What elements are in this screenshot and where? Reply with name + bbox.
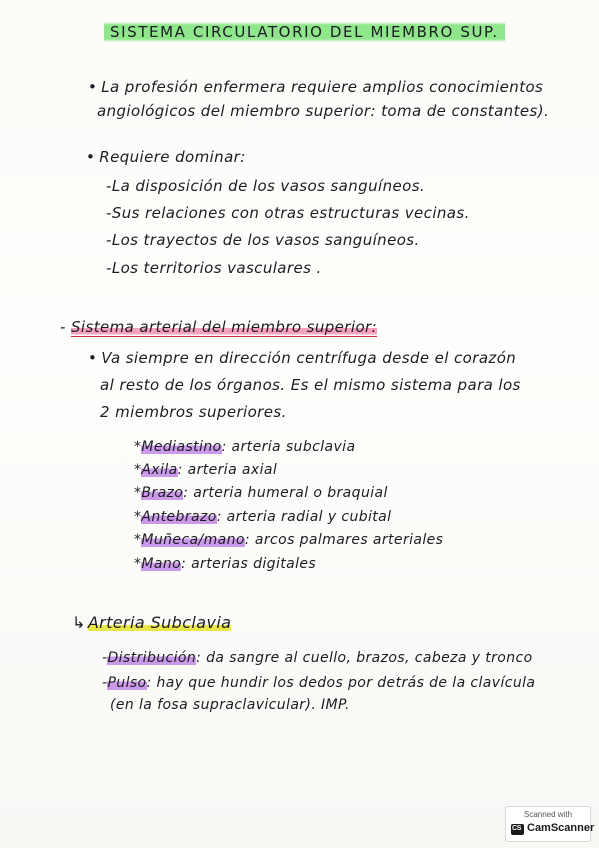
- list-item: -Los territorios vasculares .: [106, 259, 322, 277]
- region-text: : arterias digitales: [181, 556, 317, 572]
- arrow-right-icon: ↳: [72, 613, 86, 632]
- region-label: Antebrazo: [141, 509, 217, 525]
- pulso-line-2: (en la fosa supraclavicular). IMP.: [110, 697, 350, 713]
- pulso-row: -Pulso: hay que hundir los dedos por detrás de la clavícula: [102, 675, 536, 691]
- asterisk-icon: *: [134, 532, 142, 548]
- region-item: [134, 462, 277, 478]
- asterisk-icon: *: [134, 439, 142, 455]
- list-item: -La disposición de los vasos sanguíneos.: [106, 177, 426, 195]
- region-text: : arteria radial y cubital: [216, 509, 392, 525]
- region-item: [134, 439, 355, 455]
- region-label: Axila: [141, 462, 178, 478]
- arterial-line-1: Va siempre en dirección centrífuga desde el corazón: [101, 349, 517, 367]
- asterisk-icon: *: [134, 485, 142, 501]
- intro-bullet-2: [86, 148, 246, 166]
- region-item: [134, 532, 443, 548]
- asterisk-icon: *: [134, 509, 142, 525]
- arterial-heading-row: [60, 318, 377, 336]
- arterial-line-3: 2 miembros superiores.: [100, 403, 287, 421]
- camscanner-logo-icon: [511, 824, 524, 835]
- list-item: -Los trayectos de los vasos sanguíneos.: [106, 231, 420, 249]
- intro-bullet-1: [88, 78, 543, 96]
- region-item: [134, 509, 391, 525]
- region-label: Muñeca/mano: [141, 532, 245, 548]
- asterisk-icon: *: [134, 556, 142, 572]
- intro-line-2: angiológicos del miembro superior: toma de constantes).: [97, 102, 550, 120]
- pulso-label: Pulso: [107, 675, 147, 691]
- distribucion-row: -Distribución: da sangre al cuello, brazos, cabeza y tronco: [102, 650, 533, 666]
- bullet-icon: •: [88, 78, 98, 96]
- region-label: Mediastino: [141, 439, 222, 455]
- arterial-line-2: al resto de los órganos. Es el mismo sistema para los: [100, 376, 521, 394]
- camscanner-badge: [505, 806, 595, 842]
- intro-line-1: La profesión enfermera requiere amplios conocimientos: [101, 78, 544, 96]
- subclavia-heading-row: [72, 613, 231, 632]
- camscanner-name: CamScanner: [527, 822, 595, 834]
- region-text: : arteria subclavia: [221, 439, 356, 455]
- pulso-text: : hay que hundir los dedos por detrás de la clavícula: [146, 675, 536, 691]
- region-label: Brazo: [141, 485, 184, 501]
- region-item: [134, 485, 388, 501]
- region-text: : arcos palmares arteriales: [244, 532, 444, 548]
- arterial-bullet: [88, 349, 516, 367]
- scanned-with-label: Scanned with: [523, 810, 573, 819]
- distribucion-label: Distribución: [107, 650, 197, 666]
- bullet-icon: •: [86, 148, 96, 166]
- bullet-icon: •: [88, 349, 98, 367]
- page-title: SISTEMA CIRCULATORIO DEL MIEMBRO SUP.: [104, 22, 505, 42]
- requiere-dominar: Requiere dominar:: [99, 148, 246, 166]
- subclavia-heading: Arteria Subclavia: [87, 613, 232, 632]
- asterisk-icon: *: [134, 462, 142, 478]
- region-item: [134, 556, 316, 572]
- region-text: : arteria humeral o braquial: [183, 485, 388, 501]
- region-label: Mano: [141, 556, 182, 572]
- arterial-heading: Sistema arterial del miembro superior:: [70, 318, 378, 336]
- region-text: : arteria axial: [177, 462, 278, 478]
- heading-dash: -: [60, 318, 71, 336]
- distribucion-text: : da sangre al cuello, brazos, cabeza y tronco: [196, 650, 533, 666]
- list-item: -Sus relaciones con otras estructuras vecinas.: [106, 204, 470, 222]
